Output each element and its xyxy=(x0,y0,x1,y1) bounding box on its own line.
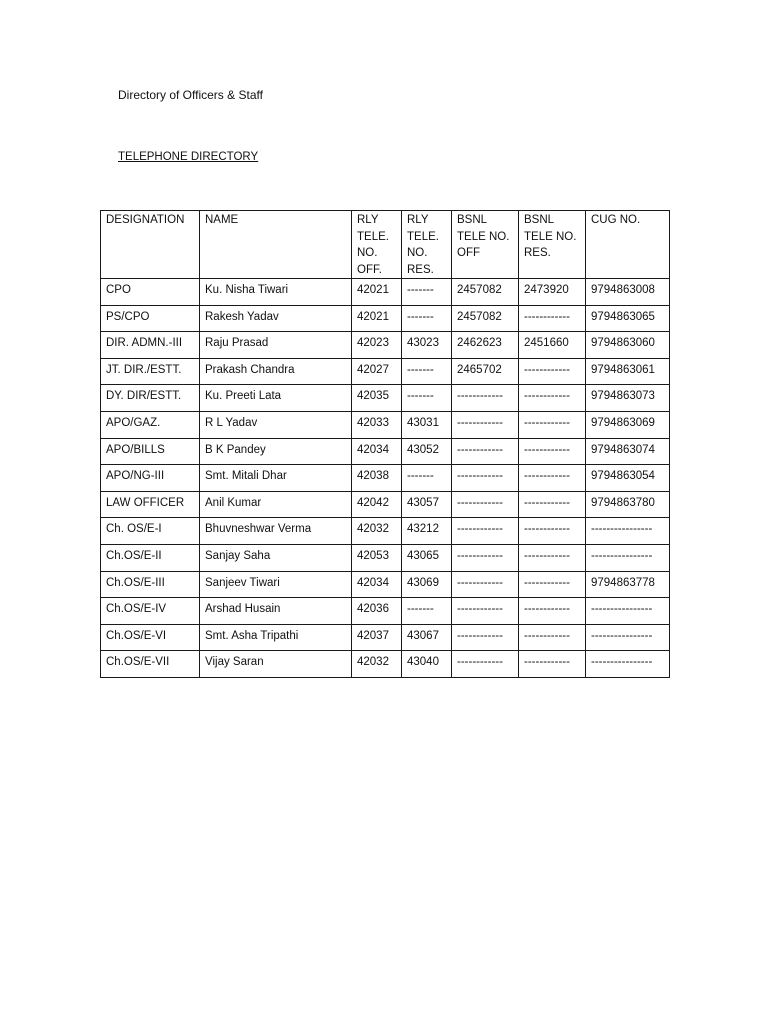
cell-bsnl-off: ------------ xyxy=(452,598,519,625)
cell-cug: 9794863061 xyxy=(586,358,670,385)
header-bsnl-tele-off xyxy=(452,211,519,279)
header-label: RLY TELE. NO. OFF. xyxy=(357,214,389,276)
cell-cug: 9794863060 xyxy=(586,332,670,359)
cell-bsnl-res: ------------ xyxy=(519,544,586,571)
cell-name: Sanjeev Tiwari xyxy=(200,571,352,598)
cell-designation: APO/BILLS xyxy=(101,438,200,465)
cell-bsnl-off: ------------ xyxy=(452,651,519,678)
cell-name: Arshad Husain xyxy=(200,598,352,625)
cell-bsnl-res: 2451660 xyxy=(519,332,586,359)
table-row xyxy=(101,571,670,598)
cell-rly-res: 43065 xyxy=(402,544,452,571)
cell-name: Prakash Chandra xyxy=(200,358,352,385)
document-title: Directory of Officers & Staff xyxy=(118,88,263,102)
cell-designation: Ch.OS/E-VII xyxy=(101,651,200,678)
cell-designation: Ch.OS/E-VI xyxy=(101,624,200,651)
cell-designation: Ch.OS/E-IV xyxy=(101,598,200,625)
cell-cug: 9794863069 xyxy=(586,411,670,438)
cell-designation: APO/GAZ. xyxy=(101,411,200,438)
cell-designation: Ch.OS/E-III xyxy=(101,571,200,598)
cell-rly-res: 43057 xyxy=(402,491,452,518)
header-label: DESIGNATION xyxy=(106,214,185,226)
cell-rly-off: 42023 xyxy=(352,332,402,359)
header-label: BSNL TELE NO. OFF xyxy=(457,214,510,259)
cell-cug: 9794863073 xyxy=(586,385,670,412)
cell-rly-res: 43040 xyxy=(402,651,452,678)
cell-bsnl-off: ------------ xyxy=(452,411,519,438)
header-rly-tele-off xyxy=(352,211,402,279)
header-label: CUG NO. xyxy=(591,214,641,226)
cell-designation: DY. DIR/ESTT. xyxy=(101,385,200,412)
cell-rly-res: ------- xyxy=(402,279,452,306)
cell-rly-res: ------- xyxy=(402,465,452,492)
table-row xyxy=(101,465,670,492)
cell-name: B K Pandey xyxy=(200,438,352,465)
table-row xyxy=(101,358,670,385)
header-designation xyxy=(101,211,200,279)
cell-name: Vijay Saran xyxy=(200,651,352,678)
cell-name: Anil Kumar xyxy=(200,491,352,518)
cell-bsnl-res: 2473920 xyxy=(519,279,586,306)
header-name xyxy=(200,211,352,279)
cell-rly-res: 43069 xyxy=(402,571,452,598)
cell-bsnl-off: ------------ xyxy=(452,491,519,518)
cell-rly-off: 42032 xyxy=(352,651,402,678)
cell-bsnl-res: ------------ xyxy=(519,385,586,412)
cell-cug: ---------------- xyxy=(586,651,670,678)
table-row xyxy=(101,279,670,306)
cell-name: Ku. Preeti Lata xyxy=(200,385,352,412)
cell-rly-off: 42042 xyxy=(352,491,402,518)
cell-name: Rakesh Yadav xyxy=(200,305,352,332)
cell-designation: LAW OFFICER xyxy=(101,491,200,518)
cell-rly-off: 42034 xyxy=(352,571,402,598)
table-header xyxy=(101,211,670,279)
cell-bsnl-off: 2457082 xyxy=(452,305,519,332)
telephone-directory-table xyxy=(100,210,670,678)
cell-designation: APO/NG-III xyxy=(101,465,200,492)
cell-rly-off: 42021 xyxy=(352,279,402,306)
cell-rly-off: 42027 xyxy=(352,358,402,385)
cell-bsnl-res: ------------ xyxy=(519,305,586,332)
cell-rly-res: 43067 xyxy=(402,624,452,651)
cell-bsnl-res: ------------ xyxy=(519,624,586,651)
table-row xyxy=(101,624,670,651)
cell-cug: ---------------- xyxy=(586,518,670,545)
header-label: BSNL TELE NO. RES. xyxy=(524,214,577,259)
cell-cug: ---------------- xyxy=(586,544,670,571)
cell-designation: JT. DIR./ESTT. xyxy=(101,358,200,385)
cell-bsnl-res: ------------ xyxy=(519,518,586,545)
cell-cug: 9794863778 xyxy=(586,571,670,598)
cell-cug: 9794863008 xyxy=(586,279,670,306)
cell-rly-res: ------- xyxy=(402,385,452,412)
header-label: NAME xyxy=(205,214,239,226)
cell-name: Sanjay Saha xyxy=(200,544,352,571)
cell-designation: CPO xyxy=(101,279,200,306)
cell-designation: Ch.OS/E-II xyxy=(101,544,200,571)
cell-cug: 9794863065 xyxy=(586,305,670,332)
cell-cug: ---------------- xyxy=(586,624,670,651)
cell-bsnl-res: ------------ xyxy=(519,491,586,518)
cell-bsnl-off: ------------ xyxy=(452,438,519,465)
cell-bsnl-res: ------------ xyxy=(519,358,586,385)
cell-rly-off: 42038 xyxy=(352,465,402,492)
table-row xyxy=(101,305,670,332)
cell-bsnl-res: ------------ xyxy=(519,571,586,598)
cell-bsnl-off: ------------ xyxy=(452,544,519,571)
cell-rly-res: ------- xyxy=(402,598,452,625)
cell-bsnl-res: ------------ xyxy=(519,651,586,678)
cell-bsnl-res: ------------ xyxy=(519,438,586,465)
table-row xyxy=(101,385,670,412)
cell-name: Raju Prasad xyxy=(200,332,352,359)
cell-cug: 9794863054 xyxy=(586,465,670,492)
cell-rly-res: ------- xyxy=(402,305,452,332)
cell-name: R L Yadav xyxy=(200,411,352,438)
header-row xyxy=(101,211,670,279)
cell-rly-off: 42021 xyxy=(352,305,402,332)
cell-rly-res: 43052 xyxy=(402,438,452,465)
cell-bsnl-off: ------------ xyxy=(452,518,519,545)
cell-cug: ---------------- xyxy=(586,598,670,625)
table-row xyxy=(101,598,670,625)
table-row xyxy=(101,411,670,438)
cell-rly-off: 42032 xyxy=(352,518,402,545)
cell-bsnl-res: ------------ xyxy=(519,465,586,492)
cell-cug: 9794863780 xyxy=(586,491,670,518)
cell-rly-res: 43023 xyxy=(402,332,452,359)
header-cug-no xyxy=(586,211,670,279)
cell-rly-off: 42053 xyxy=(352,544,402,571)
table-row xyxy=(101,544,670,571)
cell-name: Smt. Mitali Dhar xyxy=(200,465,352,492)
table-row xyxy=(101,332,670,359)
header-bsnl-tele-res xyxy=(519,211,586,279)
cell-bsnl-off: 2462623 xyxy=(452,332,519,359)
cell-bsnl-off: ------------ xyxy=(452,624,519,651)
document-subtitle: TELEPHONE DIRECTORY xyxy=(118,151,259,163)
cell-bsnl-off: 2457082 xyxy=(452,279,519,306)
cell-bsnl-res: ------------ xyxy=(519,598,586,625)
cell-rly-off: 42036 xyxy=(352,598,402,625)
cell-rly-off: 42033 xyxy=(352,411,402,438)
cell-designation: DIR. ADMN.-III xyxy=(101,332,200,359)
cell-rly-res: 43031 xyxy=(402,411,452,438)
cell-rly-res: 43212 xyxy=(402,518,452,545)
table-row xyxy=(101,491,670,518)
cell-rly-res: ------- xyxy=(402,358,452,385)
cell-designation: Ch. OS/E-I xyxy=(101,518,200,545)
cell-bsnl-off: ------------ xyxy=(452,465,519,492)
table-body xyxy=(101,279,670,678)
header-label: RLY TELE. NO. RES. xyxy=(407,214,439,276)
cell-name: Bhuvneshwar Verma xyxy=(200,518,352,545)
cell-rly-off: 42034 xyxy=(352,438,402,465)
cell-rly-off: 42037 xyxy=(352,624,402,651)
cell-bsnl-res: ------------ xyxy=(519,411,586,438)
cell-cug: 9794863074 xyxy=(586,438,670,465)
table-row xyxy=(101,438,670,465)
cell-rly-off: 42035 xyxy=(352,385,402,412)
header-rly-tele-res xyxy=(402,211,452,279)
table-row xyxy=(101,518,670,545)
cell-bsnl-off: ------------ xyxy=(452,571,519,598)
table-row xyxy=(101,651,670,678)
cell-designation: PS/CPO xyxy=(101,305,200,332)
cell-name: Ku. Nisha Tiwari xyxy=(200,279,352,306)
cell-bsnl-off: 2465702 xyxy=(452,358,519,385)
cell-name: Smt. Asha Tripathi xyxy=(200,624,352,651)
cell-bsnl-off: ------------ xyxy=(452,385,519,412)
